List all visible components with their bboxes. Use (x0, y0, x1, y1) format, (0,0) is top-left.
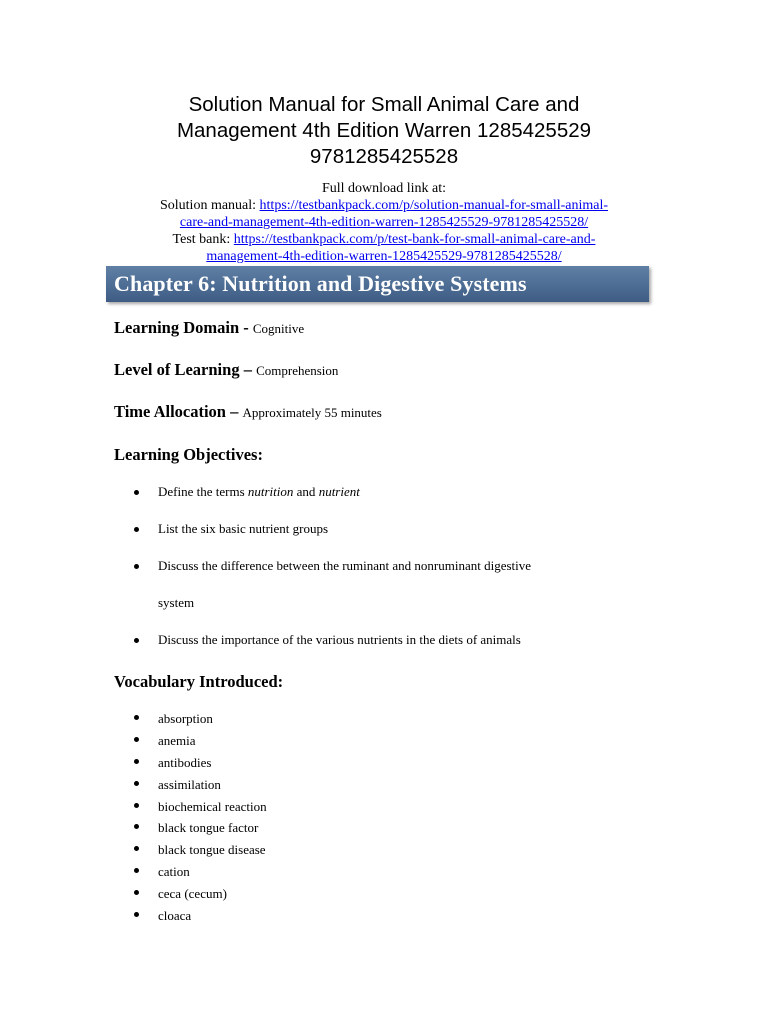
solution-manual-line-2 (80, 214, 688, 231)
vocabulary-item: absorption (134, 708, 267, 730)
vocabulary-item: cation (134, 861, 267, 883)
chapter-title: Chapter 6: Nutrition and Digestive Systems (114, 271, 527, 296)
learning-domain-value: Cognitive (252, 321, 305, 336)
learning-objectives-list (134, 483, 531, 649)
vocabulary-heading: Vocabulary Introduced: (114, 672, 284, 691)
objective-1-term-nutrient: nutrient (318, 484, 360, 499)
objective-1-term-nutrition: nutrition (247, 484, 294, 499)
objective-1-text-a: Define the terms (158, 484, 248, 499)
level-of-learning-label: Level of Learning – (114, 360, 257, 379)
title-line-3: 9781285425528 (309, 145, 459, 168)
title-line-2: Management 4th Edition Warren 1285425529 (176, 119, 592, 142)
test-bank-link-part2[interactable]: management-4th-edition-warren-1285425529-9781285425528/ (206, 249, 562, 264)
test-bank-label: Test bank: (172, 232, 234, 247)
time-allocation-field (114, 402, 382, 422)
vocabulary-item: ceca (cecum) (134, 883, 267, 905)
document-title (100, 92, 668, 170)
chapter-banner (106, 266, 649, 302)
objective-1-text-c: and (293, 484, 319, 499)
level-of-learning-field (114, 360, 338, 380)
objective-3-continuation: system (158, 595, 195, 610)
download-links (80, 180, 688, 265)
vocabulary-item: cloaca (134, 905, 267, 927)
vocabulary-item: black tongue factor (134, 817, 267, 839)
objective-3-text: Discuss the difference between the ruminant and nonruminant digestive (158, 558, 532, 573)
learning-domain-field (114, 318, 304, 338)
test-bank-link-part1[interactable]: https://testbankpack.com/p/test-bank-for-small-animal-care-and- (233, 232, 596, 247)
learning-objectives-heading: Learning Objectives: (114, 445, 263, 464)
solution-manual-line (80, 197, 688, 214)
title-line-1: Solution Manual for Small Animal Care and (188, 93, 580, 116)
download-label: Full download link at: (321, 181, 447, 196)
objective-item (134, 483, 531, 501)
vocabulary-item: assimilation (134, 774, 267, 796)
vocabulary-item: black tongue disease (134, 839, 267, 861)
objective-item (134, 520, 531, 538)
time-allocation-label: Time Allocation – (114, 402, 243, 421)
learning-domain-label: Learning Domain - (114, 318, 253, 337)
solution-manual-link-part1[interactable]: https://testbankpack.com/p/solution-manual-for-small-animal- (259, 198, 609, 213)
objective-4-text: Discuss the importance of the various nutrients in the diets of animals (158, 632, 521, 647)
objective-item (134, 631, 531, 649)
vocabulary-list (134, 708, 267, 927)
vocabulary-item: biochemical reaction (134, 796, 267, 818)
level-of-learning-value: Comprehension (256, 363, 339, 378)
test-bank-line (80, 231, 688, 248)
vocabulary-item: antibodies (134, 752, 267, 774)
objective-item (134, 557, 531, 612)
solution-manual-label: Solution manual: (159, 198, 260, 213)
solution-manual-link-part2[interactable]: care-and-management-4th-edition-warren-1285425529-9781285425528/ (179, 215, 589, 230)
objective-2-text: List the six basic nutrient groups (158, 521, 329, 536)
test-bank-line-2 (80, 248, 688, 265)
time-allocation-value: Approximately 55 minutes (242, 405, 382, 420)
vocabulary-item: anemia (134, 730, 267, 752)
